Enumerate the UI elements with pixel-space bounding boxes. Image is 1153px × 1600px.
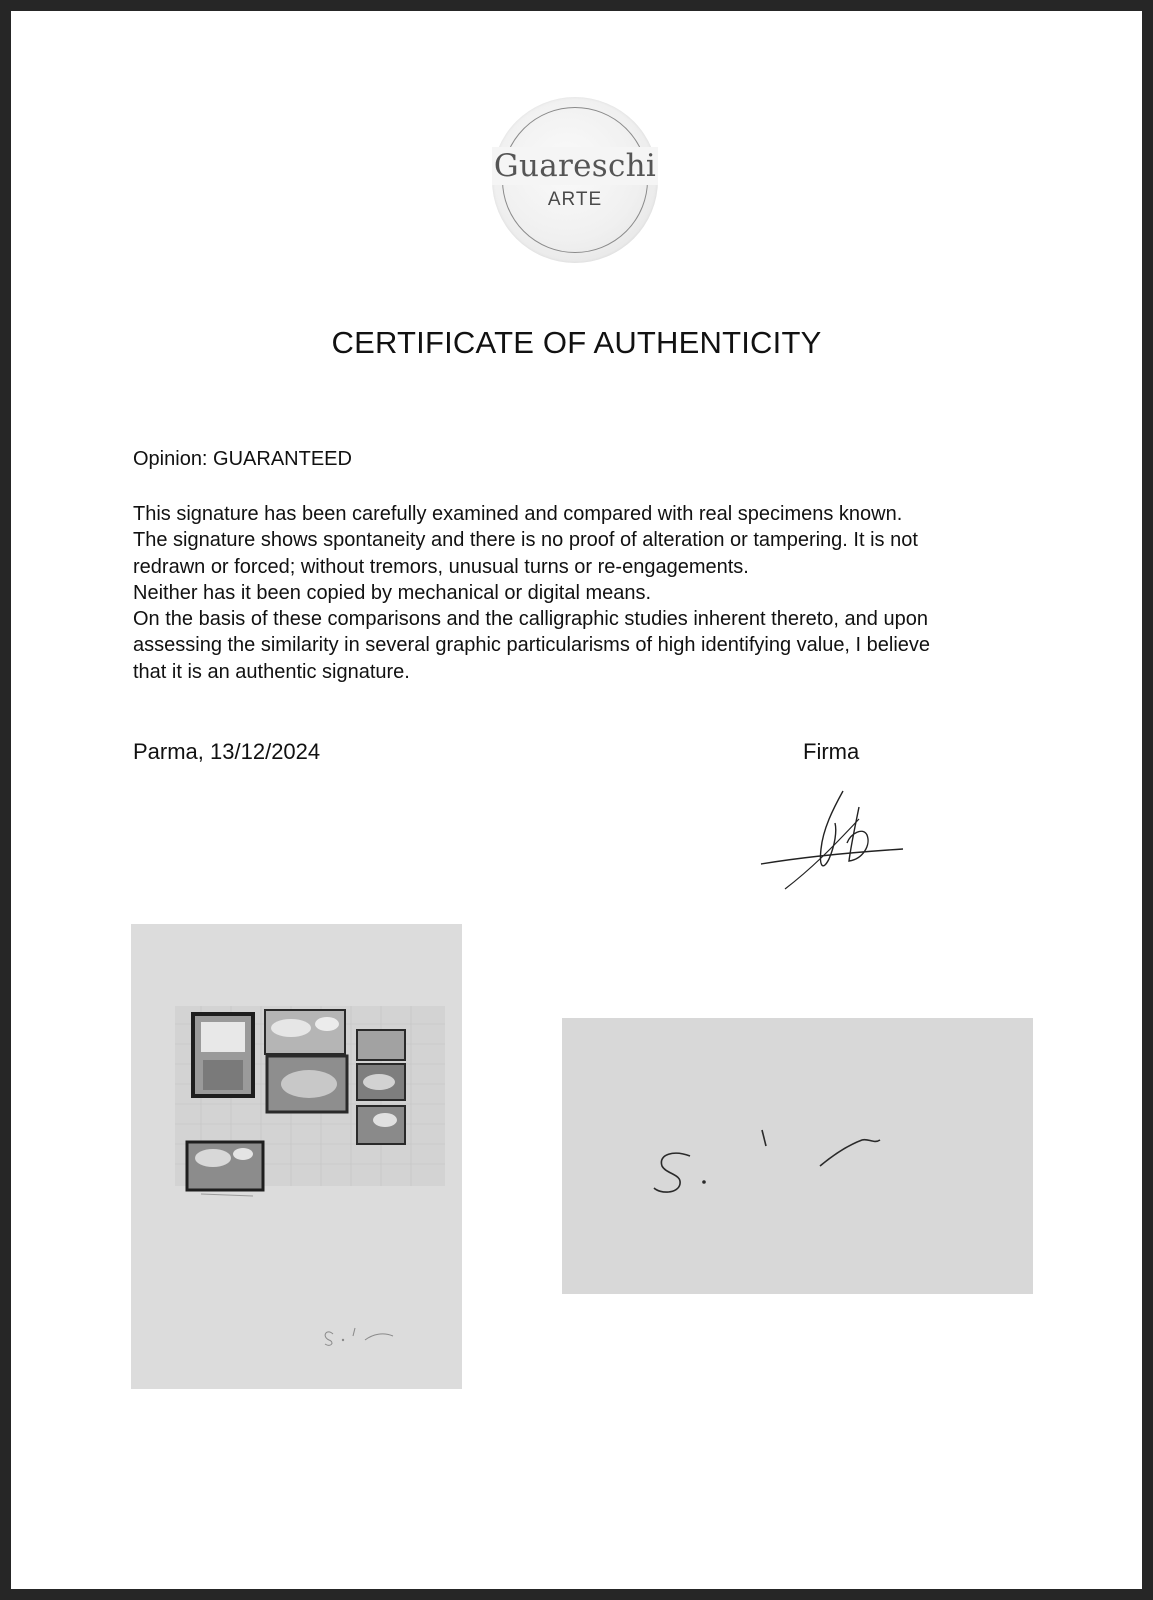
body-line: The signature shows spontaneity and there is no proof of alteration or tampering. It is not xyxy=(133,529,918,552)
guareschi-arte-logo xyxy=(492,97,658,263)
expert-signature xyxy=(751,779,921,899)
firma-label: Firma xyxy=(803,739,860,764)
body-line: assessing the similarity in several graphic particularisms of high identifying value, I believe xyxy=(133,634,931,657)
logo-subtitle: ARTE xyxy=(547,189,603,210)
body-line: redrawn or forced; without tremors, unusual turns or re-engagements. xyxy=(133,555,749,578)
body-line: On the basis of these comparisons and the calligraphic studies inherent thereto, and upon xyxy=(133,608,928,631)
certificate-body xyxy=(133,501,1033,685)
handwritten-signature-drawing xyxy=(562,1018,1033,1294)
place-date: Parma, 13/12/2024 xyxy=(133,739,321,764)
artwork-drawing xyxy=(131,924,462,1389)
logo-name: Guareschi xyxy=(493,148,657,184)
artwork-photo xyxy=(131,924,462,1389)
certificate-page xyxy=(11,11,1142,1589)
body-line: This signature has been carefully examined and compared with real specimens known. xyxy=(133,503,903,525)
certificate-title: CERTIFICATE OF AUTHENTICITY xyxy=(331,325,822,360)
body-line: Neither has it been copied by mechanical or digital means. xyxy=(133,581,652,604)
body-line: that it is an authentic signature. xyxy=(133,660,410,683)
opinion-line: Opinion: GUARANTEED xyxy=(133,448,352,470)
signature-closeup-photo xyxy=(562,1018,1033,1294)
